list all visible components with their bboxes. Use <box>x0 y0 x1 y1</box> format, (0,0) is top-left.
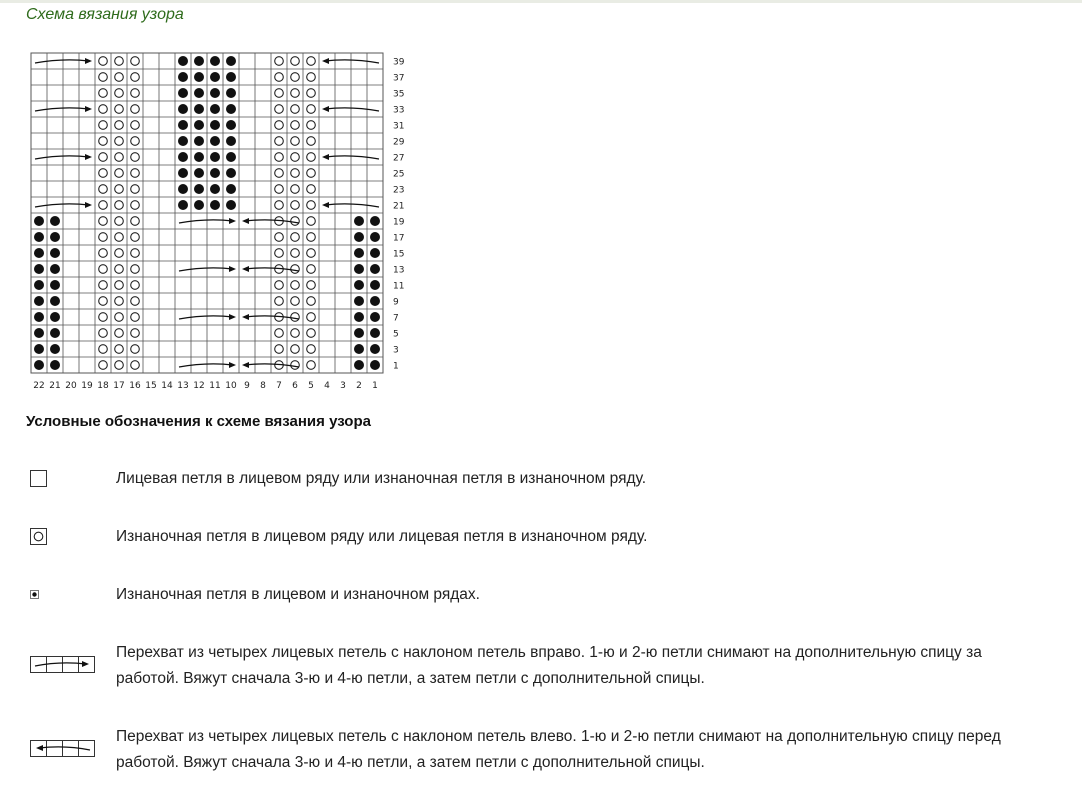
col-label: 14 <box>161 381 173 391</box>
legend-text-knit: Лицевая петля в лицевом ряду или изнаночная петля в изнаночном ряду. <box>116 470 647 487</box>
row-label: 29 <box>393 137 405 148</box>
purl-both-dot <box>178 88 188 98</box>
purl-both-dot <box>194 72 204 82</box>
purl-both-dot <box>34 264 44 274</box>
col-label: 6 <box>292 381 298 391</box>
purl-both-dot <box>34 248 44 258</box>
purl-both-dot <box>34 360 44 370</box>
purl-both-dot <box>354 312 364 322</box>
purl-both-dot <box>226 72 236 82</box>
row-label: 13 <box>393 265 405 276</box>
col-label: 2 <box>356 381 362 391</box>
row-label: 21 <box>393 201 405 212</box>
purl-both-dot <box>226 200 236 210</box>
purl-both-dot <box>210 168 220 178</box>
col-label: 10 <box>225 381 237 391</box>
purl-both-dot <box>226 168 236 178</box>
purl-both-dot <box>194 168 204 178</box>
cable-right-arrow-icon <box>30 656 98 676</box>
purl-both-dot <box>370 264 380 274</box>
purl-both-dot <box>50 216 60 226</box>
purl-both-dot <box>178 56 188 66</box>
purl-both-dot <box>210 56 220 66</box>
purl-both-dot <box>354 328 364 338</box>
purl-both-dot <box>210 104 220 114</box>
purl-both-dot <box>226 152 236 162</box>
row-label: 39 <box>393 57 405 68</box>
purl-both-dot <box>210 184 220 194</box>
purl-both-dot <box>50 328 60 338</box>
purl-both-dot <box>370 344 380 354</box>
col-label: 19 <box>81 381 93 391</box>
purl-both-dot <box>50 232 60 242</box>
legend-title: Условные обозначения к схеме вязания узора <box>26 413 371 430</box>
purl-both-dot <box>226 88 236 98</box>
purl-both-dot <box>370 296 380 306</box>
purl-both-dot <box>178 184 188 194</box>
purl-both-dot <box>354 344 364 354</box>
purl-both-dot <box>50 280 60 290</box>
purl-both-dot <box>50 360 60 370</box>
purl-both-dot <box>34 280 44 290</box>
open-circle-square-icon <box>30 528 48 546</box>
purl-both-dot <box>178 72 188 82</box>
purl-both-dot <box>210 120 220 130</box>
col-label: 4 <box>324 381 330 391</box>
purl-both-dot <box>226 136 236 146</box>
row-label: 15 <box>393 249 405 260</box>
purl-both-dot <box>354 280 364 290</box>
col-label: 3 <box>340 381 346 391</box>
empty-square-icon <box>30 470 48 488</box>
col-label: 13 <box>177 381 189 391</box>
row-label: 3 <box>393 345 399 356</box>
col-label: 11 <box>209 381 221 391</box>
purl-both-dot <box>354 232 364 242</box>
row-label: 27 <box>393 153 405 164</box>
purl-both-dot <box>34 344 44 354</box>
page-title: Схема вязания узора <box>26 6 184 23</box>
purl-both-dot <box>178 200 188 210</box>
purl-both-dot <box>354 296 364 306</box>
purl-both-dot <box>34 216 44 226</box>
col-label: 18 <box>97 381 109 391</box>
purl-both-dot <box>370 360 380 370</box>
row-label: 23 <box>393 185 405 196</box>
purl-both-dot <box>370 312 380 322</box>
purl-both-dot <box>354 216 364 226</box>
filled-dot-icon <box>30 590 40 600</box>
row-label: 35 <box>393 89 405 100</box>
row-label: 5 <box>393 329 399 340</box>
purl-both-dot <box>194 136 204 146</box>
col-label: 17 <box>113 381 125 391</box>
purl-both-dot <box>210 200 220 210</box>
col-label: 9 <box>244 381 250 391</box>
col-label: 8 <box>260 381 266 391</box>
purl-both-dot <box>194 104 204 114</box>
row-label: 7 <box>393 313 399 324</box>
row-label: 9 <box>393 297 399 308</box>
purl-both-dot <box>194 152 204 162</box>
purl-both-dot <box>178 168 188 178</box>
purl-both-dot <box>226 56 236 66</box>
purl-both-dot <box>226 104 236 114</box>
col-label: 20 <box>65 381 77 391</box>
purl-both-dot <box>194 88 204 98</box>
row-label: 17 <box>393 233 405 244</box>
knitting-chart <box>0 0 420 400</box>
purl-both-dot <box>210 152 220 162</box>
purl-both-dot <box>194 120 204 130</box>
col-label: 16 <box>129 381 141 391</box>
purl-both-dot <box>370 232 380 242</box>
purl-both-dot <box>370 216 380 226</box>
purl-both-dot <box>34 328 44 338</box>
purl-both-dot <box>50 296 60 306</box>
purl-both-dot <box>34 232 44 242</box>
purl-both-dot <box>226 120 236 130</box>
row-label: 1 <box>393 361 399 372</box>
purl-both-dot <box>210 88 220 98</box>
purl-both-dot <box>210 136 220 146</box>
legend-text-purl: Изнаночная петля в лицевом ряду или лицевая петля в изнаночном ряду. <box>116 528 648 545</box>
purl-both-dot <box>50 312 60 322</box>
purl-both-dot <box>354 264 364 274</box>
purl-both-dot <box>194 56 204 66</box>
legend-text-cable-right: Перехват из четырех лицевых петель с наклоном петель вправо. 1-ю и 2-ю петли снимают на дополнительную спицу за работой. Вяжут сначала 3-ю и 4-ю петли, а затем петли с дополнительной спицы. <box>116 644 982 687</box>
legend-text-purl-both: Изнаночная петля в лицевом и изнаночном рядах. <box>116 586 480 603</box>
purl-both-dot <box>354 248 364 258</box>
purl-both-dot <box>178 152 188 162</box>
col-label: 1 <box>372 381 378 391</box>
row-label: 25 <box>393 169 405 180</box>
legend-text-cable-left: Перехват из четырех лицевых петель с наклоном петель влево. 1-ю и 2-ю петли снимают на дополнительную спицу перед работой. Вяжут сначала 3-ю и 4-ю петли, а затем петли с дополнительной спицы. <box>116 728 1001 771</box>
purl-both-dot <box>194 184 204 194</box>
purl-both-dot <box>34 296 44 306</box>
row-label: 31 <box>393 121 405 132</box>
col-label: 12 <box>193 381 205 391</box>
purl-both-dot <box>34 312 44 322</box>
col-label: 7 <box>276 381 282 391</box>
cable-left-arrow-icon <box>30 740 98 760</box>
col-label: 15 <box>145 381 157 391</box>
row-label: 37 <box>393 73 405 84</box>
purl-both-dot <box>178 120 188 130</box>
purl-both-dot <box>370 280 380 290</box>
purl-both-dot <box>354 360 364 370</box>
purl-both-dot <box>226 184 236 194</box>
purl-both-dot <box>50 248 60 258</box>
row-label: 11 <box>393 281 405 292</box>
purl-both-dot <box>370 328 380 338</box>
col-label: 22 <box>33 381 45 391</box>
purl-both-dot <box>194 200 204 210</box>
row-label: 33 <box>393 105 405 116</box>
purl-both-dot <box>178 136 188 146</box>
purl-both-dot <box>178 104 188 114</box>
purl-both-dot <box>210 72 220 82</box>
purl-both-dot <box>50 264 60 274</box>
purl-both-dot <box>50 344 60 354</box>
col-label: 21 <box>49 381 61 391</box>
row-label: 19 <box>393 217 405 228</box>
purl-both-dot <box>370 248 380 258</box>
col-label: 5 <box>308 381 314 391</box>
